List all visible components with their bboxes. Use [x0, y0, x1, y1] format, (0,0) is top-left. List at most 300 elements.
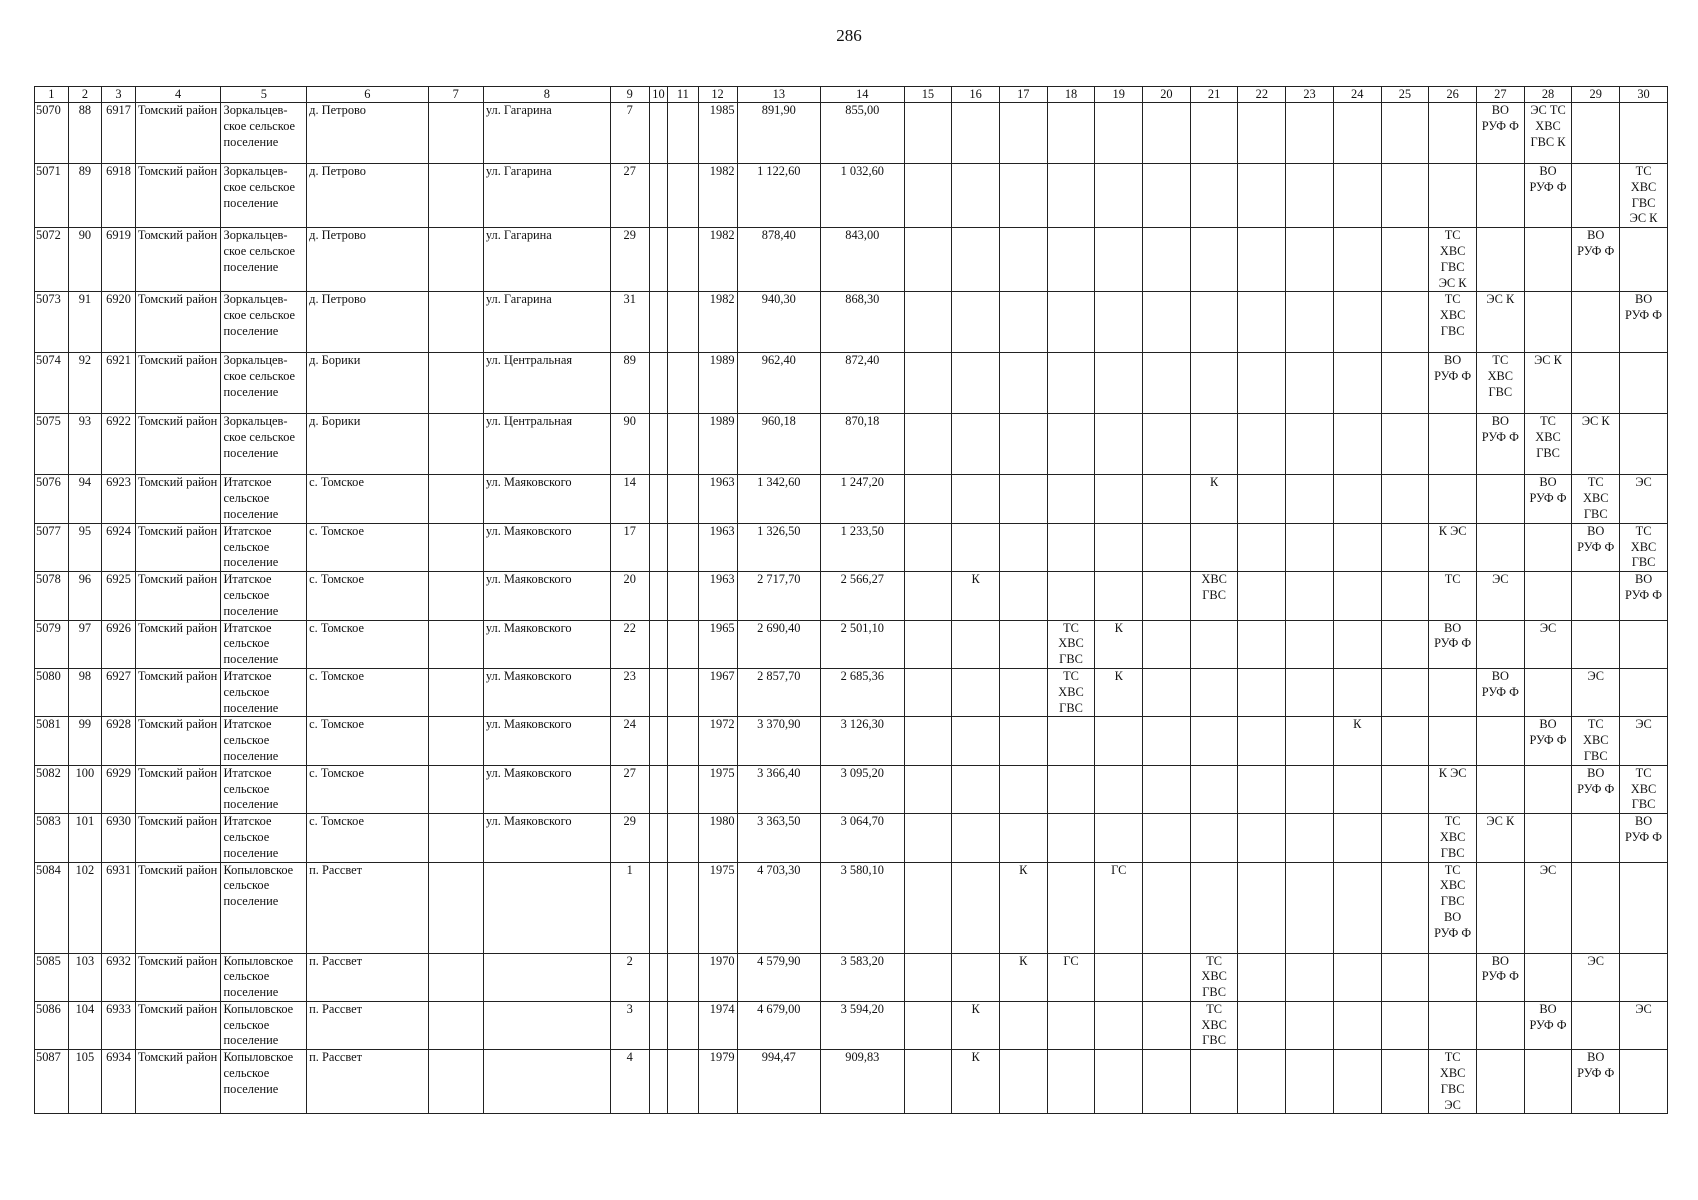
cell-col-22 — [1238, 475, 1286, 523]
cell-col-11 — [668, 353, 698, 414]
cell-col-28: ВО РУФ Ф — [1524, 475, 1572, 523]
cell-col-21 — [1190, 414, 1238, 475]
cell-col-22 — [1238, 862, 1286, 953]
cell-col-24 — [1333, 523, 1381, 571]
cell-col-14: 1 032,60 — [821, 164, 904, 228]
cell-col-11 — [668, 164, 698, 228]
cell-col-29 — [1572, 814, 1620, 862]
cell-col-11 — [668, 668, 698, 716]
cell-col-27: ВО РУФ Ф — [1476, 668, 1524, 716]
cell-col-29 — [1572, 1001, 1620, 1049]
cell-col-7 — [428, 414, 483, 475]
cell-col-5: Копыловское сельское поселение — [221, 862, 307, 953]
cell-col-21 — [1190, 668, 1238, 716]
cell-col-22 — [1238, 814, 1286, 862]
cell-col-28 — [1524, 292, 1572, 353]
cell-col-14: 1 233,50 — [821, 523, 904, 571]
cell-col-18 — [1047, 292, 1095, 353]
cell-col-13: 960,18 — [737, 414, 820, 475]
cell-col-23 — [1286, 953, 1334, 1001]
cell-col-2: 91 — [68, 292, 102, 353]
cell-col-10 — [649, 228, 667, 292]
cell-col-22 — [1238, 717, 1286, 765]
cell-col-19 — [1095, 572, 1143, 620]
cell-col-1: 5076 — [35, 475, 69, 523]
cell-col-19 — [1095, 164, 1143, 228]
cell-col-26: ТС ХВС ГВС — [1429, 814, 1477, 862]
column-header-28: 28 — [1524, 87, 1572, 103]
cell-col-24 — [1333, 292, 1381, 353]
cell-col-1: 5075 — [35, 414, 69, 475]
cell-col-12: 1967 — [698, 668, 737, 716]
table-row — [35, 292, 1668, 353]
cell-col-8: ул. Маяковского — [483, 475, 610, 523]
cell-col-7 — [428, 620, 483, 668]
cell-col-19 — [1095, 1050, 1143, 1114]
cell-col-3: 6933 — [102, 1001, 136, 1049]
cell-col-18 — [1047, 475, 1095, 523]
cell-col-30: ВО РУФ Ф — [1620, 814, 1668, 862]
cell-col-21 — [1190, 228, 1238, 292]
cell-col-13: 1 342,60 — [737, 475, 820, 523]
column-header-9: 9 — [610, 87, 649, 103]
cell-col-19 — [1095, 414, 1143, 475]
cell-col-24 — [1333, 814, 1381, 862]
cell-col-17 — [999, 292, 1047, 353]
cell-col-6: д. Борики — [307, 353, 428, 414]
cell-col-2: 89 — [68, 164, 102, 228]
column-header-18: 18 — [1047, 87, 1095, 103]
cell-col-11 — [668, 620, 698, 668]
cell-col-9: 90 — [610, 414, 649, 475]
cell-col-2: 94 — [68, 475, 102, 523]
cell-col-21: ХВС ГВС — [1190, 572, 1238, 620]
register-table — [34, 86, 1668, 1114]
cell-col-9: 7 — [610, 103, 649, 164]
table-row — [35, 668, 1668, 716]
cell-col-27: ЭС К — [1476, 814, 1524, 862]
cell-col-27 — [1476, 523, 1524, 571]
cell-col-22 — [1238, 1001, 1286, 1049]
cell-col-3: 6919 — [102, 228, 136, 292]
cell-col-23 — [1286, 103, 1334, 164]
cell-col-2: 96 — [68, 572, 102, 620]
cell-col-19: ГС — [1095, 862, 1143, 953]
cell-col-7 — [428, 814, 483, 862]
cell-col-26: К ЭС — [1429, 765, 1477, 813]
cell-col-18 — [1047, 717, 1095, 765]
cell-col-15 — [904, 353, 952, 414]
cell-col-23 — [1286, 414, 1334, 475]
cell-col-16 — [952, 103, 1000, 164]
cell-col-10 — [649, 717, 667, 765]
cell-col-11 — [668, 292, 698, 353]
cell-col-30: ЭС — [1620, 1001, 1668, 1049]
cell-col-17 — [999, 1001, 1047, 1049]
table-row — [35, 353, 1668, 414]
cell-col-15 — [904, 572, 952, 620]
cell-col-6: с. Томское — [307, 620, 428, 668]
cell-col-18 — [1047, 103, 1095, 164]
cell-col-17 — [999, 814, 1047, 862]
cell-col-5: Копыловское сельское поселение — [221, 953, 307, 1001]
cell-col-2: 103 — [68, 953, 102, 1001]
cell-col-18 — [1047, 1050, 1095, 1114]
cell-col-25 — [1381, 353, 1429, 414]
cell-col-14: 3 095,20 — [821, 765, 904, 813]
cell-col-29: ЭС — [1572, 953, 1620, 1001]
cell-col-2: 105 — [68, 1050, 102, 1114]
cell-col-9: 27 — [610, 164, 649, 228]
cell-col-1: 5084 — [35, 862, 69, 953]
cell-col-21: ТС ХВС ГВС — [1190, 953, 1238, 1001]
cell-col-7 — [428, 228, 483, 292]
cell-col-12: 1975 — [698, 765, 737, 813]
cell-col-29 — [1572, 164, 1620, 228]
cell-col-7 — [428, 765, 483, 813]
cell-col-3: 6934 — [102, 1050, 136, 1114]
column-header-11: 11 — [668, 87, 698, 103]
cell-col-3: 6932 — [102, 953, 136, 1001]
cell-col-2: 102 — [68, 862, 102, 953]
cell-col-25 — [1381, 572, 1429, 620]
cell-col-13: 2 857,70 — [737, 668, 820, 716]
cell-col-4: Томский район — [135, 103, 221, 164]
cell-col-23 — [1286, 862, 1334, 953]
cell-col-6: с. Томское — [307, 814, 428, 862]
cell-col-15 — [904, 523, 952, 571]
cell-col-30 — [1620, 1050, 1668, 1114]
cell-col-24 — [1333, 572, 1381, 620]
cell-col-10 — [649, 523, 667, 571]
cell-col-14: 2 501,10 — [821, 620, 904, 668]
cell-col-3: 6917 — [102, 103, 136, 164]
cell-col-20 — [1143, 620, 1191, 668]
cell-col-4: Томский район — [135, 814, 221, 862]
cell-col-1: 5072 — [35, 228, 69, 292]
cell-col-15 — [904, 292, 952, 353]
column-header-24: 24 — [1333, 87, 1381, 103]
cell-col-2: 99 — [68, 717, 102, 765]
cell-col-9: 23 — [610, 668, 649, 716]
cell-col-30: ЭС — [1620, 717, 1668, 765]
cell-col-16 — [952, 292, 1000, 353]
column-header-14: 14 — [821, 87, 904, 103]
cell-col-18: ТС ХВС ГВС — [1047, 620, 1095, 668]
cell-col-23 — [1286, 814, 1334, 862]
cell-col-17 — [999, 414, 1047, 475]
cell-col-29 — [1572, 572, 1620, 620]
column-header-10: 10 — [649, 87, 667, 103]
cell-col-28 — [1524, 572, 1572, 620]
cell-col-25 — [1381, 717, 1429, 765]
cell-col-22 — [1238, 668, 1286, 716]
cell-col-16: К — [952, 1050, 1000, 1114]
cell-col-24 — [1333, 414, 1381, 475]
cell-col-5: Итатское сельское поселение — [221, 765, 307, 813]
column-header-21: 21 — [1190, 87, 1238, 103]
cell-col-16: К — [952, 1001, 1000, 1049]
cell-col-7 — [428, 523, 483, 571]
cell-col-23 — [1286, 475, 1334, 523]
cell-col-25 — [1381, 103, 1429, 164]
column-header-27: 27 — [1476, 87, 1524, 103]
cell-col-1: 5083 — [35, 814, 69, 862]
cell-col-23 — [1286, 164, 1334, 228]
table-row — [35, 228, 1668, 292]
column-header-30: 30 — [1620, 87, 1668, 103]
cell-col-6: д. Петрово — [307, 228, 428, 292]
cell-col-10 — [649, 353, 667, 414]
cell-col-10 — [649, 292, 667, 353]
table-row — [35, 862, 1668, 953]
cell-col-2: 88 — [68, 103, 102, 164]
cell-col-20 — [1143, 353, 1191, 414]
cell-col-16 — [952, 953, 1000, 1001]
cell-col-3: 6922 — [102, 414, 136, 475]
table-row — [35, 953, 1668, 1001]
cell-col-2: 95 — [68, 523, 102, 571]
cell-col-17 — [999, 717, 1047, 765]
cell-col-7 — [428, 292, 483, 353]
cell-col-12: 1970 — [698, 953, 737, 1001]
cell-col-28: ТС ХВС ГВС — [1524, 414, 1572, 475]
cell-col-28 — [1524, 1050, 1572, 1114]
cell-col-4: Томский район — [135, 523, 221, 571]
cell-col-19 — [1095, 353, 1143, 414]
cell-col-24 — [1333, 164, 1381, 228]
column-header-29: 29 — [1572, 87, 1620, 103]
cell-col-23 — [1286, 1001, 1334, 1049]
cell-col-6: с. Томское — [307, 765, 428, 813]
cell-col-20 — [1143, 1001, 1191, 1049]
cell-col-7 — [428, 1050, 483, 1114]
cell-col-12: 1974 — [698, 1001, 737, 1049]
cell-col-12: 1975 — [698, 862, 737, 953]
cell-col-11 — [668, 765, 698, 813]
cell-col-3: 6920 — [102, 292, 136, 353]
cell-col-12: 1963 — [698, 523, 737, 571]
cell-col-10 — [649, 620, 667, 668]
cell-col-10 — [649, 1050, 667, 1114]
cell-col-13: 994,47 — [737, 1050, 820, 1114]
cell-col-24 — [1333, 475, 1381, 523]
cell-col-1: 5081 — [35, 717, 69, 765]
cell-col-20 — [1143, 414, 1191, 475]
cell-col-7 — [428, 572, 483, 620]
cell-col-24 — [1333, 862, 1381, 953]
cell-col-5: Итатское сельское поселение — [221, 814, 307, 862]
cell-col-1: 5070 — [35, 103, 69, 164]
cell-col-6: с. Томское — [307, 717, 428, 765]
cell-col-15 — [904, 620, 952, 668]
cell-col-8 — [483, 1001, 610, 1049]
table-row — [35, 765, 1668, 813]
cell-col-30: ЭС — [1620, 475, 1668, 523]
cell-col-20 — [1143, 292, 1191, 353]
cell-col-21 — [1190, 862, 1238, 953]
cell-col-24 — [1333, 1001, 1381, 1049]
cell-col-14: 2 685,36 — [821, 668, 904, 716]
column-header-1: 1 — [35, 87, 69, 103]
cell-col-19 — [1095, 765, 1143, 813]
cell-col-24 — [1333, 1050, 1381, 1114]
cell-col-27 — [1476, 1001, 1524, 1049]
cell-col-13: 2 690,40 — [737, 620, 820, 668]
column-header-15: 15 — [904, 87, 952, 103]
cell-col-14: 3 594,20 — [821, 1001, 904, 1049]
cell-col-17: К — [999, 862, 1047, 953]
cell-col-30: ТС ХВС ГВС ЭС К — [1620, 164, 1668, 228]
cell-col-12: 1972 — [698, 717, 737, 765]
cell-col-13: 3 363,50 — [737, 814, 820, 862]
cell-col-9: 22 — [610, 620, 649, 668]
cell-col-5: Копыловское сельское поселение — [221, 1001, 307, 1049]
cell-col-2: 104 — [68, 1001, 102, 1049]
cell-col-18 — [1047, 414, 1095, 475]
cell-col-4: Томский район — [135, 292, 221, 353]
cell-col-13: 878,40 — [737, 228, 820, 292]
cell-col-15 — [904, 1001, 952, 1049]
column-header-4: 4 — [135, 87, 221, 103]
cell-col-23 — [1286, 292, 1334, 353]
cell-col-17 — [999, 228, 1047, 292]
cell-col-19 — [1095, 475, 1143, 523]
cell-col-26 — [1429, 717, 1477, 765]
table-row — [35, 1050, 1668, 1114]
cell-col-11 — [668, 1050, 698, 1114]
cell-col-14: 1 247,20 — [821, 475, 904, 523]
cell-col-10 — [649, 414, 667, 475]
cell-col-30 — [1620, 414, 1668, 475]
cell-col-20 — [1143, 717, 1191, 765]
cell-col-19 — [1095, 953, 1143, 1001]
cell-col-15 — [904, 717, 952, 765]
cell-col-20 — [1143, 475, 1191, 523]
cell-col-4: Томский район — [135, 414, 221, 475]
cell-col-15 — [904, 953, 952, 1001]
cell-col-21 — [1190, 1050, 1238, 1114]
cell-col-4: Томский район — [135, 164, 221, 228]
cell-col-26: ТС — [1429, 572, 1477, 620]
cell-col-3: 6928 — [102, 717, 136, 765]
cell-col-5: Итатское сельское поселение — [221, 475, 307, 523]
cell-col-17 — [999, 523, 1047, 571]
cell-col-25 — [1381, 668, 1429, 716]
cell-col-27 — [1476, 765, 1524, 813]
cell-col-11 — [668, 862, 698, 953]
cell-col-15 — [904, 164, 952, 228]
cell-col-3: 6921 — [102, 353, 136, 414]
cell-col-3: 6927 — [102, 668, 136, 716]
cell-col-13: 891,90 — [737, 103, 820, 164]
cell-col-6: п. Рассвет — [307, 953, 428, 1001]
cell-col-29 — [1572, 620, 1620, 668]
cell-col-21 — [1190, 103, 1238, 164]
cell-col-23 — [1286, 523, 1334, 571]
header-row — [35, 87, 1668, 103]
cell-col-27: ЭС — [1476, 572, 1524, 620]
cell-col-27 — [1476, 717, 1524, 765]
cell-col-22 — [1238, 292, 1286, 353]
cell-col-26: ВО РУФ Ф — [1429, 353, 1477, 414]
cell-col-23 — [1286, 620, 1334, 668]
cell-col-6: д. Петрово — [307, 103, 428, 164]
cell-col-5: Итатское сельское поселение — [221, 717, 307, 765]
cell-col-8: ул. Центральная — [483, 414, 610, 475]
cell-col-17 — [999, 668, 1047, 716]
cell-col-17 — [999, 475, 1047, 523]
cell-col-1: 5078 — [35, 572, 69, 620]
cell-col-20 — [1143, 164, 1191, 228]
cell-col-15 — [904, 475, 952, 523]
cell-col-21 — [1190, 620, 1238, 668]
cell-col-1: 5087 — [35, 1050, 69, 1114]
cell-col-16 — [952, 475, 1000, 523]
cell-col-14: 843,00 — [821, 228, 904, 292]
cell-col-14: 3 126,30 — [821, 717, 904, 765]
cell-col-8: ул. Маяковского — [483, 717, 610, 765]
cell-col-17 — [999, 164, 1047, 228]
cell-col-12: 1979 — [698, 1050, 737, 1114]
cell-col-28: ЭС ТС ХВС ГВС К — [1524, 103, 1572, 164]
cell-col-11 — [668, 572, 698, 620]
cell-col-10 — [649, 953, 667, 1001]
cell-col-6: с. Томское — [307, 572, 428, 620]
cell-col-18 — [1047, 353, 1095, 414]
cell-col-29: ЭС К — [1572, 414, 1620, 475]
cell-col-27: ВО РУФ Ф — [1476, 414, 1524, 475]
cell-col-14: 868,30 — [821, 292, 904, 353]
cell-col-6: с. Томское — [307, 475, 428, 523]
cell-col-21 — [1190, 164, 1238, 228]
cell-col-10 — [649, 862, 667, 953]
cell-col-28 — [1524, 668, 1572, 716]
cell-col-26 — [1429, 668, 1477, 716]
cell-col-23 — [1286, 717, 1334, 765]
cell-col-26 — [1429, 103, 1477, 164]
cell-col-18 — [1047, 814, 1095, 862]
cell-col-7 — [428, 953, 483, 1001]
cell-col-28: ЭС — [1524, 862, 1572, 953]
cell-col-4: Томский район — [135, 765, 221, 813]
cell-col-23 — [1286, 1050, 1334, 1114]
cell-col-6: с. Томское — [307, 668, 428, 716]
column-header-25: 25 — [1381, 87, 1429, 103]
cell-col-30 — [1620, 103, 1668, 164]
cell-col-14: 2 566,27 — [821, 572, 904, 620]
table-row — [35, 717, 1668, 765]
cell-col-25 — [1381, 475, 1429, 523]
cell-col-27 — [1476, 620, 1524, 668]
cell-col-29: ВО РУФ Ф — [1572, 1050, 1620, 1114]
cell-col-24 — [1333, 953, 1381, 1001]
cell-col-2: 90 — [68, 228, 102, 292]
cell-col-14: 872,40 — [821, 353, 904, 414]
cell-col-27: ЭС К — [1476, 292, 1524, 353]
cell-col-22 — [1238, 228, 1286, 292]
cell-col-11 — [668, 1001, 698, 1049]
cell-col-17 — [999, 353, 1047, 414]
cell-col-19 — [1095, 292, 1143, 353]
cell-col-16 — [952, 668, 1000, 716]
cell-col-2: 93 — [68, 414, 102, 475]
cell-col-5: Зоркальцев-ское сельское поселение — [221, 103, 307, 164]
cell-col-5: Итатское сельское поселение — [221, 523, 307, 571]
cell-col-21: ТС ХВС ГВС — [1190, 1001, 1238, 1049]
cell-col-2: 98 — [68, 668, 102, 716]
cell-col-16 — [952, 164, 1000, 228]
